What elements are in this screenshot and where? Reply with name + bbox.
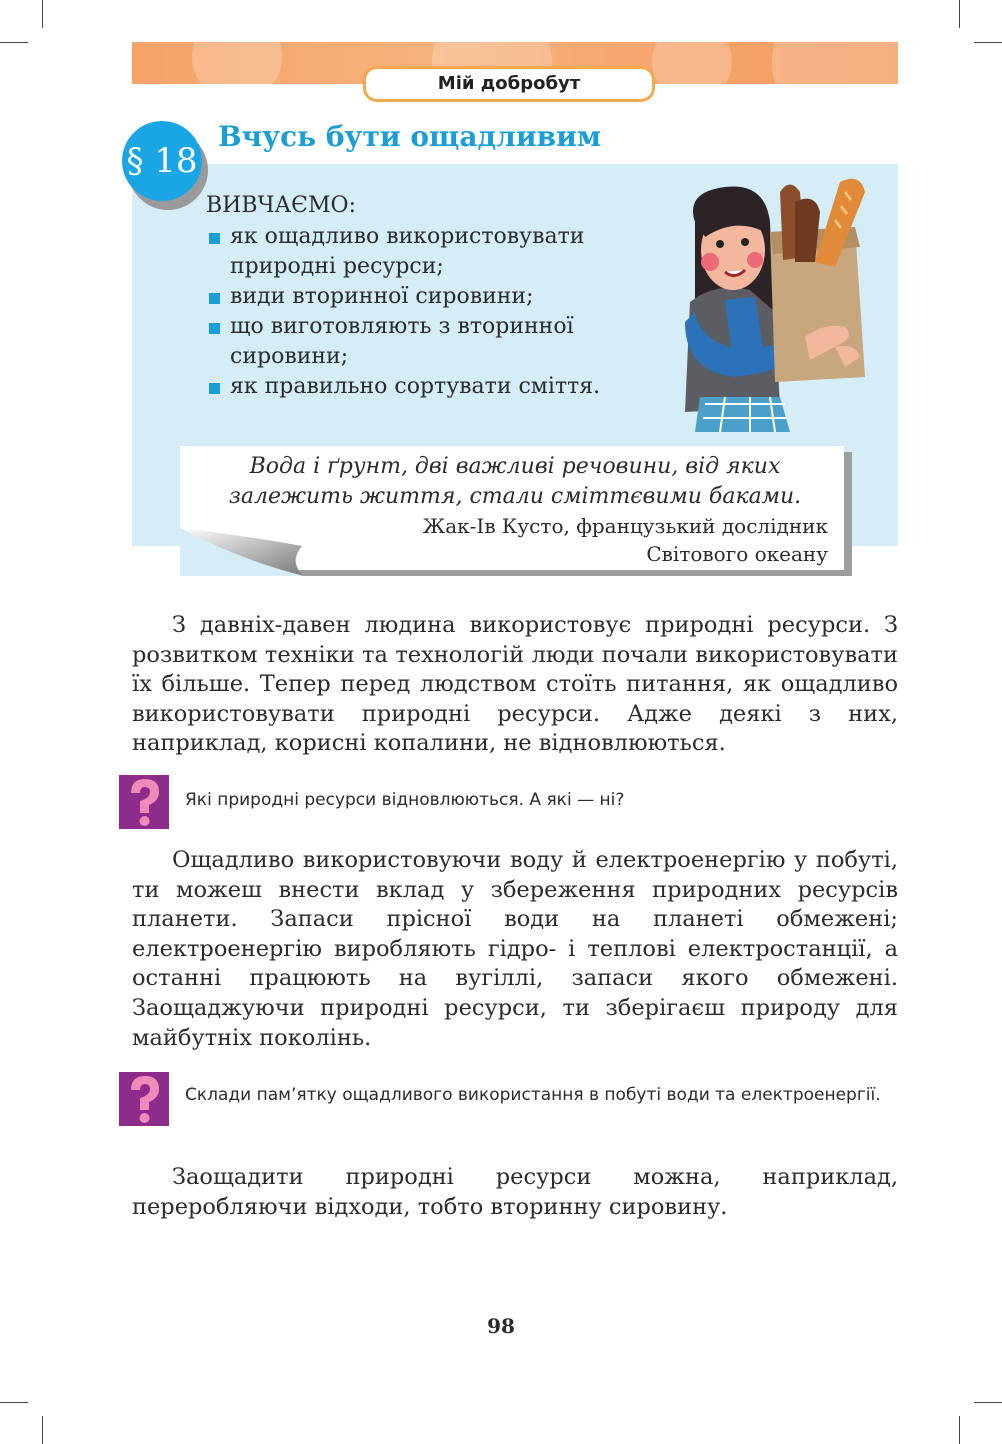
square-bullet-icon (209, 233, 220, 244)
study-item: що виготовляють з вторинної сировини; (206, 312, 636, 372)
study-list (206, 222, 636, 402)
page-curl-decoration (180, 520, 320, 576)
crop-mark (974, 1402, 1002, 1403)
paragraph-text: З давніх-давен людина використовує природні ресурси. З розвитком техніки та технологій люди почали використовувати їх більше. Тепер перед людством стоїть питання, як ощадливо використовувати природні ресурси. Адже деякі з них, наприклад, корисні копалини, не відновлюються. (132, 612, 898, 757)
question-mark-icon (119, 1072, 169, 1126)
question-mark-icon (119, 775, 169, 829)
girl-with-bread-illustration (655, 172, 891, 432)
body-paragraph (132, 611, 898, 759)
quote-author-line: Світового океану (646, 542, 828, 566)
crop-mark (959, 1416, 960, 1444)
body-paragraph (132, 1163, 898, 1222)
paragraph-text: Заощадити природні ресурси можна, наприклад, переробляючи відходи, тобто вторинну сировину. (132, 1164, 898, 1220)
section-label: Мій добробут (363, 66, 655, 102)
lesson-title: Вчусь бути ощадливим (218, 120, 602, 153)
study-item: як правильно сортувати сміття. (206, 372, 636, 402)
study-item: як ощадливо використовувати природні ресурси; (206, 222, 636, 282)
quote-author (328, 512, 828, 568)
crop-mark (0, 42, 28, 43)
crop-mark (42, 0, 43, 28)
crop-mark (42, 1416, 43, 1444)
study-heading: ВИВЧАЄМО: (206, 193, 356, 218)
quote-text: Вода і ґрунт, дві важливі речовини, від яких залежить життя, стали сміттєвими баками. (228, 454, 802, 509)
body-paragraph (132, 846, 898, 1053)
question-text: Склади пам’ятку ощадливого використання в побуті води та електроенергії. (185, 1085, 881, 1105)
paragraph-text: Ощадливо використовуючи воду й електроенергію у побуті, ти можеш внести вклад у збереження природних ресурсів планети. Запаси прісної води на планеті обмежені; електроенергію виробляють гідро- і теплові електростанції, а останні працюють на вугіллі, запаси якого обмежені. Заощаджуючи природні ресурси, ти зберігаєш природу для майбутніх поколінь. (132, 847, 898, 1051)
question-text: Які природні ресурси відновлюються. А які — ні? (185, 790, 625, 810)
square-bullet-icon (209, 383, 220, 394)
study-item: види вторинної сировини; (206, 282, 636, 312)
page-number: 98 (487, 1314, 515, 1338)
crop-mark (0, 1402, 28, 1403)
crop-mark (974, 42, 1002, 43)
quote-author-line: Жак-Ів Кусто, французький дослідник (422, 514, 828, 538)
lesson-number-badge: § 18 (122, 121, 202, 201)
square-bullet-icon (209, 293, 220, 304)
crop-mark (959, 0, 960, 28)
square-bullet-icon (209, 323, 220, 334)
